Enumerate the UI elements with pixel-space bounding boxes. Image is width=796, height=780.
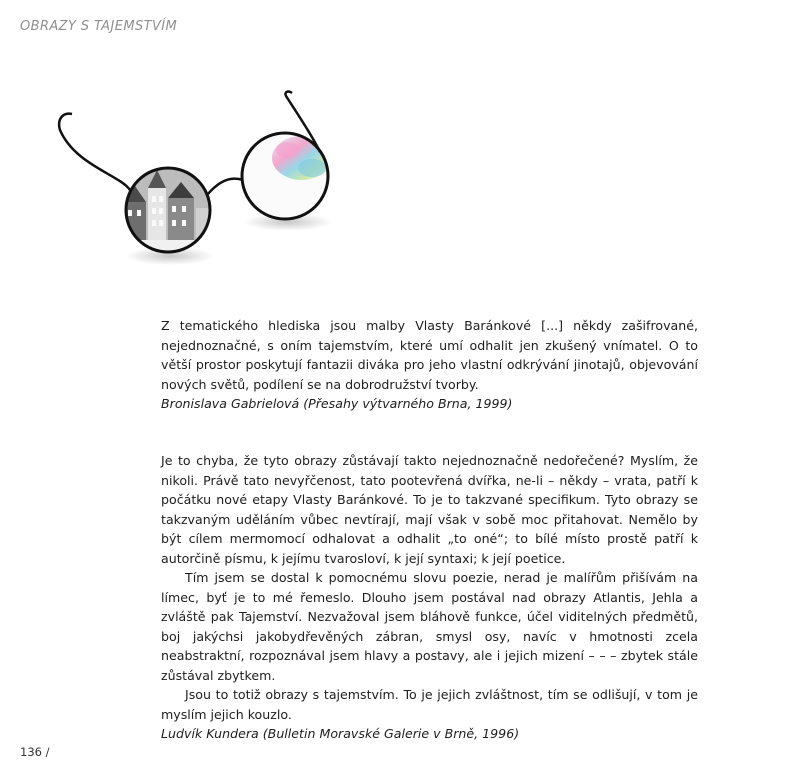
quote-block-1: [161, 316, 698, 414]
quote-block-2: [161, 451, 698, 744]
page-number: 136 /: [20, 745, 50, 759]
running-title: OBRAZY S TAJEMSTVÍM: [20, 19, 178, 34]
quote-paragraph: Tím jsem se dostal k pomocnému slovu poezie, nerad je malířům přišívám na límec, byť je to mé řemeslo. Dlouho jsem postával nad obrazy Atlantis, Jehla a zvláště pak Tajemství. Nezvažoval jsem bláhově funkce, účel viditelných předmětů, boj jakýchsi jakobydřevěných zábran, smysl osy, navíc v hmotnosti zcela neabstraktní, rozpoznával jsem hlavy a postavy, ale i jejich mizení – – – zbytek stále zůstával zbytkem.: [161, 570, 698, 683]
quote-attribution: Bronislava Gabrielová (Přesahy výtvarného Brna, 1999): [161, 396, 513, 411]
quote-text: Z tematického hlediska jsou malby Vlasty Baránkové [...] někdy zašifrované, nejednoznačné, s oním tajemstvím, které umí odhalit jen zkušený vnímatel. O to větší prostor poskytují fantazii diváka pro jeho vlastní odkrývání jinotajů, objevování nových světů, podílení se na dobrodružství tvorby.: [161, 318, 698, 392]
quote-paragraph: Jsou to totiž obrazy s tajemstvím. To je jejich zvláštnost, tím se odlišují, v tom je myslím jejich kouzlo.: [161, 687, 698, 722]
quote-attribution: Ludvík Kundera (Bulletin Moravské Galerie v Brně, 1996): [161, 726, 520, 741]
glasses-illustration: [50, 90, 340, 270]
quote-paragraph: Je to chyba, že tyto obrazy zůstávají takto nejednoznačně nedořečené? Myslím, že nikoli. Právě tato nevyřčenost, tato pootevřená dvířka, ne-li – někdy – vrata, patří k počátku nové etapy Vlasty Baránkové. To je to takzvané specifikum. Tyto obrazy se takzvaným uděláním vůbec nevtírají, mají však v sobě moc přitahovat. Nemělo by být cílem mermomocí odhalovat a odhalit „to oné“; to bílé místo prostě patří k autorčině písmu, k jejímu tvarosloví, k její syntaxi; k její poetice.: [161, 453, 698, 566]
